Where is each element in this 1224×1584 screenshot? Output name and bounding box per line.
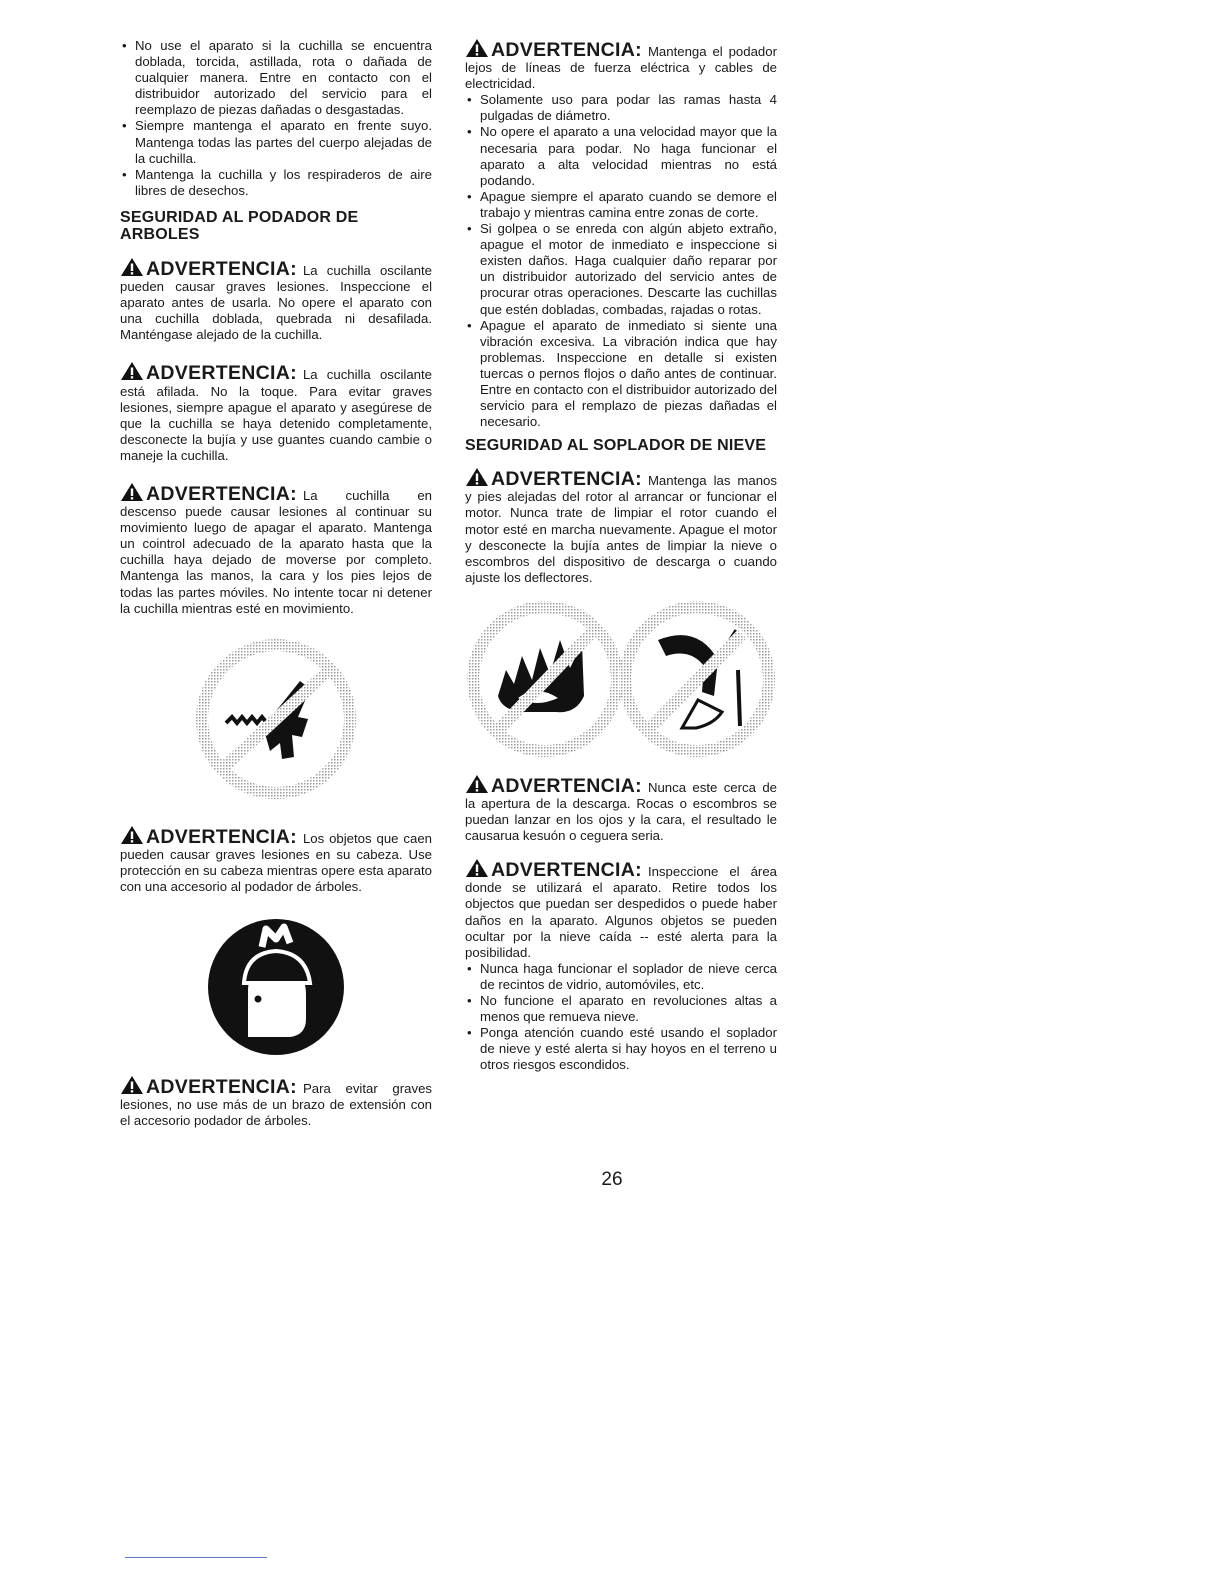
no-hand-near-blade-icon bbox=[120, 639, 432, 799]
list-item: • Apague siempre el aparato cuando se demore el trabajo y mientras camina entre zonas de corte. bbox=[465, 189, 777, 221]
warning-triangle-icon bbox=[120, 825, 144, 845]
warning-extension-arm bbox=[120, 1075, 432, 1129]
warning-discharge bbox=[465, 774, 777, 844]
warning-triangle-icon bbox=[120, 361, 144, 381]
warning-text: La cuchilla en descenso puede causar lesiones al continuar su movimiento luego de apagar el aparato. Mantenga un cointrol adecuado de la aparato hasta que la cuchilla haya dejado de moverse por completo. Mantenga las manos, la cara y los pies lejos de todas las partes móviles. No intente tocar ni detener la cuchilla mientras esté en movimiento. bbox=[120, 487, 432, 616]
snow-blower-pictograms bbox=[465, 600, 777, 758]
no-hand-in-chute-icon bbox=[618, 600, 776, 758]
warning-label: ADVERTENCIA: bbox=[146, 482, 297, 505]
warning-triangle-icon bbox=[120, 482, 144, 502]
warning-label: ADVERTENCIA: bbox=[491, 39, 642, 61]
warning-label: ADVERTENCIA: bbox=[491, 468, 642, 491]
list-item: • No opere el aparato a una velocidad mayor que la necesaria para podar. No haga funcionar el aparato a alta velocidad mientras no está podando. bbox=[465, 124, 777, 188]
warning-text: La cuchilla oscilante está afilada. No la toque. Para evitar graves lesiones, siempre apague el aparato y asegúrese de que la cuchilla se haya detenido completamente, desconecte la bujía y use guantes cuando cambie o maneje la cuchilla. bbox=[120, 367, 432, 463]
warning-text: Inspeccione el área donde se utilizará el aparato. Retire todos los objectos que puedan ser despedidos o puede haber daños en la aparato. Algunos objetos se pueden ocultar por la nieve caída -- esté alerta para la posibilidad. bbox=[465, 864, 777, 960]
warning-text: Para evitar graves lesiones, no use más de un brazo de extensión con el accesorio podador de árboles. bbox=[120, 1081, 432, 1129]
warning-label: ADVERTENCIA: bbox=[146, 825, 297, 848]
warning-falling-objects bbox=[120, 825, 432, 895]
pruner-bullet-list bbox=[465, 92, 777, 430]
list-item: • No funcione el aparato en revoluciones altas a menos que remueva nieve. bbox=[465, 993, 777, 1025]
warning-text: Nunca este cerca de la apertura de la descarga. Rocas o escombros se puedan lanzar en los ojos y la cara, el resultado le causarua kesuón o ceguera seria. bbox=[465, 779, 777, 844]
warning-text: Mantenga las manos y pies alejadas del rotor al arrancar or funcionar el motor. Nunca trate de limpiar el rotor cuando el motor esté en marcha nuevamente. Apague el motor y desconecte la bujía antes de limpiar la nieve o escombros del dispositivo de descarga o cuando ajuste los deflectores. bbox=[465, 473, 777, 585]
section-title-snow-blower: SEGURIDAD AL SOPLADOR DE NIEVE bbox=[465, 437, 767, 455]
warning-power-lines bbox=[465, 38, 777, 92]
warning-label: ADVERTENCIA: bbox=[146, 257, 297, 280]
warning-coasting-blade bbox=[120, 482, 432, 617]
page-number: 26 bbox=[601, 1169, 623, 1190]
warning-triangle-icon bbox=[465, 858, 489, 878]
list-item: • Apague el aparato de inmediato si siente una vibración excesiva. La vibración indica que hay problemas. Inspeccione en detalle si existen tuercas o pernos flojos o daño antes de continuar. Entre en contacto con el distribuidor autorizado del servicio para el remplazo de piezas dañadas el necesario. bbox=[465, 318, 777, 431]
list-item: • Siempre mantenga el aparato en frente suyo. Mantenga todas las partes del cuerpo alejadas de la cuchilla. bbox=[120, 118, 432, 166]
blade-bullet-list bbox=[120, 38, 432, 199]
section-title-tree-pruner: SEGURIDAD AL PODADOR DE ARBOLES bbox=[120, 208, 359, 243]
warning-rotor bbox=[465, 467, 777, 586]
warning-triangle-icon bbox=[465, 774, 489, 794]
footer-rule bbox=[125, 1557, 267, 1558]
right-column bbox=[465, 38, 777, 1074]
warning-label: ADVERTENCIA: bbox=[491, 774, 642, 797]
warning-text: Los objetos que caen pueden causar graves lesiones en su cabeza. Use protección en su cabeza mientras opere esta aparato con una accesorio al podador de árboles. bbox=[120, 830, 432, 894]
list-item: • No use el aparato si la cuchilla se encuentra doblada, torcida, astillada, rota o dañada de cualquier manera. Entre en contacto con el distribuidor autorizado del servicio para el reemplazo de piezas dañadas o desgastadas. bbox=[120, 38, 432, 118]
warning-text: Mantenga el podador lejos de líneas de fuerza eléctrica y cables de electricidad. bbox=[465, 44, 777, 92]
warning-triangle-icon bbox=[465, 38, 489, 58]
warning-oscillating-blade bbox=[120, 257, 432, 343]
warning-sharp-blade bbox=[120, 361, 432, 464]
warning-triangle-icon bbox=[120, 1075, 144, 1095]
warning-label: ADVERTENCIA: bbox=[491, 859, 642, 882]
left-column bbox=[120, 38, 432, 1129]
list-item: • Nunca haga funcionar el soplador de nieve cerca de recintos de vidrio, automóviles, etc. bbox=[465, 961, 777, 993]
warning-text: La cuchilla oscilante pueden causar graves lesiones. Inspeccione el aparato antes de usarla. No opere el aparato con una cuchilla doblada, quebrada ni desafilada. Manténgase alejado de la cuchilla. bbox=[120, 262, 432, 343]
warning-triangle-icon bbox=[120, 257, 144, 277]
warning-triangle-icon bbox=[465, 467, 489, 487]
head-protection-icon bbox=[120, 917, 432, 1057]
warning-inspect-area bbox=[465, 858, 777, 961]
no-hands-in-auger-icon bbox=[466, 600, 624, 758]
warning-label: ADVERTENCIA: bbox=[146, 362, 297, 385]
list-item: • Ponga atención cuando esté usando el soplador de nieve y esté alerta si hay hoyos en el terreno u otros riesgos escondidos. bbox=[465, 1025, 777, 1073]
warning-label: ADVERTENCIA: bbox=[146, 1076, 297, 1099]
list-item: • Si golpea o se enreda con algún abjeto extraño, apague el motor de inmediato e inspeccione si existen daños. Haga cualquier daño reparar por un distribuidor autorizado del servicio antes de procurar otras operaciones. Descarte las cuchillas que estén dobladas, combadas, rajadas o rotas. bbox=[465, 221, 777, 318]
list-item: • Mantenga la cuchilla y los respiraderos de aire libres de desechos. bbox=[120, 167, 432, 199]
snow-bullet-list bbox=[465, 961, 777, 1074]
list-item: • Solamente uso para podar las ramas hasta 4 pulgadas de diámetro. bbox=[465, 92, 777, 124]
